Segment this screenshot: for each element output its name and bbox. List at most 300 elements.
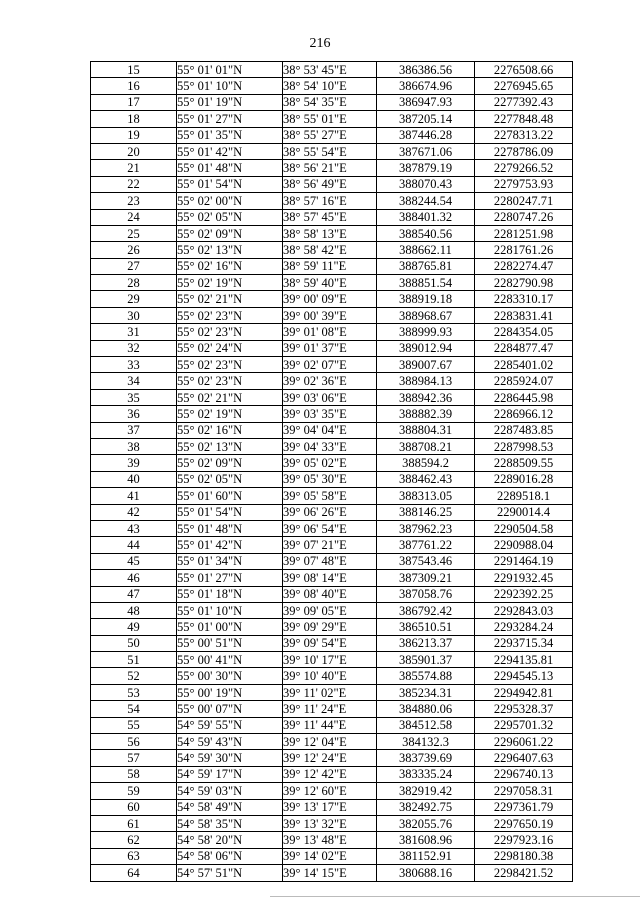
longitude-cell: 38° 56' 21"E	[283, 160, 377, 176]
y-coordinate-cell: 2277848.48	[475, 111, 573, 127]
latitude-cell: 55° 02' 19"N	[177, 406, 283, 422]
latitude-cell: 55° 01' 18"N	[177, 586, 283, 602]
latitude-cell: 55° 00' 51"N	[177, 635, 283, 651]
y-coordinate-cell: 2287483.85	[475, 422, 573, 438]
x-coordinate-cell: 388942.36	[377, 389, 475, 405]
table-row	[91, 143, 573, 159]
longitude-cell: 38° 58' 13"E	[283, 225, 377, 241]
longitude-cell: 39° 07' 48"E	[283, 553, 377, 569]
longitude-cell: 38° 57' 16"E	[283, 193, 377, 209]
longitude-cell: 39° 09' 54"E	[283, 635, 377, 651]
point-number-cell: 23	[91, 193, 177, 209]
table-row	[91, 225, 573, 241]
x-coordinate-cell: 386947.93	[377, 94, 475, 110]
latitude-cell: 54° 57' 51"N	[177, 865, 283, 881]
y-coordinate-cell: 2281251.98	[475, 225, 573, 241]
longitude-cell: 38° 59' 40"E	[283, 275, 377, 291]
latitude-cell: 55° 02' 16"N	[177, 422, 283, 438]
y-coordinate-cell: 2279753.93	[475, 176, 573, 192]
longitude-cell: 39° 05' 58"E	[283, 488, 377, 504]
point-number-cell: 34	[91, 373, 177, 389]
x-coordinate-cell: 381152.91	[377, 848, 475, 864]
latitude-cell: 55° 01' 35"N	[177, 127, 283, 143]
y-coordinate-cell: 2282274.47	[475, 258, 573, 274]
longitude-cell: 39° 11' 24"E	[283, 701, 377, 717]
x-coordinate-cell: 388804.31	[377, 422, 475, 438]
longitude-cell: 39° 01' 37"E	[283, 340, 377, 356]
longitude-cell: 38° 53' 45"E	[283, 62, 377, 78]
y-coordinate-cell: 2294545.13	[475, 668, 573, 684]
y-coordinate-cell: 2297361.79	[475, 799, 573, 815]
point-number-cell: 31	[91, 324, 177, 340]
y-coordinate-cell: 2290014.4	[475, 504, 573, 520]
point-number-cell: 52	[91, 668, 177, 684]
longitude-cell: 39° 11' 44"E	[283, 717, 377, 733]
x-coordinate-cell: 388244.54	[377, 193, 475, 209]
latitude-cell: 54° 58' 20"N	[177, 832, 283, 848]
y-coordinate-cell: 2295701.32	[475, 717, 573, 733]
point-number-cell: 20	[91, 143, 177, 159]
latitude-cell: 54° 58' 49"N	[177, 799, 283, 815]
table-row	[91, 373, 573, 389]
table-row	[91, 62, 573, 78]
latitude-cell: 55° 01' 48"N	[177, 520, 283, 536]
table-row	[91, 422, 573, 438]
longitude-cell: 39° 13' 32"E	[283, 815, 377, 831]
table-row	[91, 504, 573, 520]
y-coordinate-cell: 2293284.24	[475, 619, 573, 635]
x-coordinate-cell: 388984.13	[377, 373, 475, 389]
point-number-cell: 50	[91, 635, 177, 651]
table-row	[91, 340, 573, 356]
point-number-cell: 58	[91, 766, 177, 782]
x-coordinate-cell: 388594.2	[377, 455, 475, 471]
x-coordinate-cell: 382055.76	[377, 815, 475, 831]
x-coordinate-cell: 385901.37	[377, 652, 475, 668]
latitude-cell: 55° 02' 05"N	[177, 471, 283, 487]
point-number-cell: 29	[91, 291, 177, 307]
point-number-cell: 51	[91, 652, 177, 668]
longitude-cell: 38° 58' 42"E	[283, 242, 377, 258]
longitude-cell: 38° 54' 10"E	[283, 78, 377, 94]
y-coordinate-cell: 2286966.12	[475, 406, 573, 422]
table-row	[91, 193, 573, 209]
table-row	[91, 160, 573, 176]
point-number-cell: 49	[91, 619, 177, 635]
y-coordinate-cell: 2295328.37	[475, 701, 573, 717]
latitude-cell: 55° 02' 24"N	[177, 340, 283, 356]
point-number-cell: 15	[91, 62, 177, 78]
point-number-cell: 36	[91, 406, 177, 422]
y-coordinate-cell: 2297650.19	[475, 815, 573, 831]
point-number-cell: 53	[91, 684, 177, 700]
coordinates-table	[90, 61, 573, 882]
page-edge-line	[270, 896, 640, 897]
point-number-cell: 46	[91, 570, 177, 586]
latitude-cell: 55° 01' 34"N	[177, 553, 283, 569]
y-coordinate-cell: 2294942.81	[475, 684, 573, 700]
y-coordinate-cell: 2285924.07	[475, 373, 573, 389]
longitude-cell: 38° 57' 45"E	[283, 209, 377, 225]
y-coordinate-cell: 2291464.19	[475, 553, 573, 569]
x-coordinate-cell: 386510.51	[377, 619, 475, 635]
point-number-cell: 37	[91, 422, 177, 438]
latitude-cell: 54° 59' 55"N	[177, 717, 283, 733]
x-coordinate-cell: 386213.37	[377, 635, 475, 651]
y-coordinate-cell: 2277392.43	[475, 94, 573, 110]
x-coordinate-cell: 382492.75	[377, 799, 475, 815]
x-coordinate-cell: 387671.06	[377, 143, 475, 159]
x-coordinate-cell: 389007.67	[377, 357, 475, 373]
point-number-cell: 24	[91, 209, 177, 225]
point-number-cell: 21	[91, 160, 177, 176]
longitude-cell: 39° 02' 07"E	[283, 357, 377, 373]
point-number-cell: 54	[91, 701, 177, 717]
longitude-cell: 39° 01' 08"E	[283, 324, 377, 340]
latitude-cell: 54° 59' 03"N	[177, 783, 283, 799]
table-row	[91, 701, 573, 717]
table-row	[91, 242, 573, 258]
longitude-cell: 39° 08' 14"E	[283, 570, 377, 586]
coordinates-table-body	[91, 62, 573, 882]
longitude-cell: 38° 55' 01"E	[283, 111, 377, 127]
point-number-cell: 59	[91, 783, 177, 799]
point-number-cell: 55	[91, 717, 177, 733]
y-coordinate-cell: 2289518.1	[475, 488, 573, 504]
point-number-cell: 28	[91, 275, 177, 291]
y-coordinate-cell: 2285401.02	[475, 357, 573, 373]
longitude-cell: 39° 06' 54"E	[283, 520, 377, 536]
longitude-cell: 38° 54' 35"E	[283, 94, 377, 110]
point-number-cell: 33	[91, 357, 177, 373]
table-row	[91, 832, 573, 848]
y-coordinate-cell: 2280247.71	[475, 193, 573, 209]
latitude-cell: 55° 02' 19"N	[177, 275, 283, 291]
table-row	[91, 553, 573, 569]
longitude-cell: 39° 09' 05"E	[283, 602, 377, 618]
point-number-cell: 47	[91, 586, 177, 602]
y-coordinate-cell: 2281761.26	[475, 242, 573, 258]
table-row	[91, 78, 573, 94]
longitude-cell: 39° 13' 48"E	[283, 832, 377, 848]
point-number-cell: 35	[91, 389, 177, 405]
table-row	[91, 602, 573, 618]
latitude-cell: 55° 00' 41"N	[177, 652, 283, 668]
longitude-cell: 39° 00' 09"E	[283, 291, 377, 307]
x-coordinate-cell: 385574.88	[377, 668, 475, 684]
y-coordinate-cell: 2294135.81	[475, 652, 573, 668]
latitude-cell: 55° 01' 48"N	[177, 160, 283, 176]
latitude-cell: 54° 59' 43"N	[177, 734, 283, 750]
table-row	[91, 537, 573, 553]
longitude-cell: 39° 11' 02"E	[283, 684, 377, 700]
table-row	[91, 455, 573, 471]
y-coordinate-cell: 2279266.52	[475, 160, 573, 176]
point-number-cell: 17	[91, 94, 177, 110]
table-row	[91, 291, 573, 307]
latitude-cell: 55° 01' 01"N	[177, 62, 283, 78]
table-row	[91, 127, 573, 143]
x-coordinate-cell: 388708.21	[377, 438, 475, 454]
longitude-cell: 38° 55' 27"E	[283, 127, 377, 143]
x-coordinate-cell: 387543.46	[377, 553, 475, 569]
point-number-cell: 26	[91, 242, 177, 258]
x-coordinate-cell: 388662.11	[377, 242, 475, 258]
latitude-cell: 55° 01' 42"N	[177, 143, 283, 159]
y-coordinate-cell: 2297923.16	[475, 832, 573, 848]
x-coordinate-cell: 384880.06	[377, 701, 475, 717]
y-coordinate-cell: 2280747.26	[475, 209, 573, 225]
latitude-cell: 55° 01' 27"N	[177, 111, 283, 127]
point-number-cell: 27	[91, 258, 177, 274]
x-coordinate-cell: 384132.3	[377, 734, 475, 750]
table-row	[91, 209, 573, 225]
latitude-cell: 55° 00' 19"N	[177, 684, 283, 700]
latitude-cell: 55° 01' 42"N	[177, 537, 283, 553]
y-coordinate-cell: 2278786.09	[475, 143, 573, 159]
y-coordinate-cell: 2298180.38	[475, 848, 573, 864]
table-row	[91, 406, 573, 422]
y-coordinate-cell: 2288509.55	[475, 455, 573, 471]
y-coordinate-cell: 2290988.04	[475, 537, 573, 553]
y-coordinate-cell: 2287998.53	[475, 438, 573, 454]
x-coordinate-cell: 388919.18	[377, 291, 475, 307]
latitude-cell: 55° 00' 07"N	[177, 701, 283, 717]
point-number-cell: 64	[91, 865, 177, 881]
longitude-cell: 39° 10' 40"E	[283, 668, 377, 684]
x-coordinate-cell: 381608.96	[377, 832, 475, 848]
x-coordinate-cell: 387309.21	[377, 570, 475, 586]
x-coordinate-cell: 387058.76	[377, 586, 475, 602]
y-coordinate-cell: 2283831.41	[475, 307, 573, 323]
y-coordinate-cell: 2296061.22	[475, 734, 573, 750]
x-coordinate-cell: 386792.42	[377, 602, 475, 618]
x-coordinate-cell: 388882.39	[377, 406, 475, 422]
latitude-cell: 55° 02' 16"N	[177, 258, 283, 274]
x-coordinate-cell: 388851.54	[377, 275, 475, 291]
latitude-cell: 55° 02' 21"N	[177, 291, 283, 307]
table-row	[91, 438, 573, 454]
table-row	[91, 471, 573, 487]
y-coordinate-cell: 2290504.58	[475, 520, 573, 536]
point-number-cell: 38	[91, 438, 177, 454]
point-number-cell: 30	[91, 307, 177, 323]
y-coordinate-cell: 2291932.45	[475, 570, 573, 586]
y-coordinate-cell: 2284877.47	[475, 340, 573, 356]
x-coordinate-cell: 383335.24	[377, 766, 475, 782]
longitude-cell: 39° 12' 04"E	[283, 734, 377, 750]
point-number-cell: 45	[91, 553, 177, 569]
x-coordinate-cell: 387446.28	[377, 127, 475, 143]
longitude-cell: 38° 55' 54"E	[283, 143, 377, 159]
latitude-cell: 55° 02' 09"N	[177, 455, 283, 471]
point-number-cell: 57	[91, 750, 177, 766]
y-coordinate-cell: 2278313.22	[475, 127, 573, 143]
point-number-cell: 63	[91, 848, 177, 864]
latitude-cell: 55° 02' 23"N	[177, 357, 283, 373]
y-coordinate-cell: 2283310.17	[475, 291, 573, 307]
x-coordinate-cell: 387879.19	[377, 160, 475, 176]
page-number: 216	[309, 36, 331, 51]
table-row	[91, 750, 573, 766]
table-row	[91, 275, 573, 291]
point-number-cell: 32	[91, 340, 177, 356]
latitude-cell: 55° 02' 05"N	[177, 209, 283, 225]
table-row	[91, 307, 573, 323]
longitude-cell: 39° 03' 06"E	[283, 389, 377, 405]
longitude-cell: 39° 10' 17"E	[283, 652, 377, 668]
table-row	[91, 324, 573, 340]
longitude-cell: 39° 13' 17"E	[283, 799, 377, 815]
point-number-cell: 44	[91, 537, 177, 553]
x-coordinate-cell: 389012.94	[377, 340, 475, 356]
longitude-cell: 39° 04' 04"E	[283, 422, 377, 438]
y-coordinate-cell: 2289016.28	[475, 471, 573, 487]
x-coordinate-cell: 388462.43	[377, 471, 475, 487]
y-coordinate-cell: 2276945.65	[475, 78, 573, 94]
table-row	[91, 586, 573, 602]
y-coordinate-cell: 2292392.25	[475, 586, 573, 602]
y-coordinate-cell: 2297058.31	[475, 783, 573, 799]
x-coordinate-cell: 387962.23	[377, 520, 475, 536]
x-coordinate-cell: 386386.56	[377, 62, 475, 78]
latitude-cell: 55° 01' 27"N	[177, 570, 283, 586]
x-coordinate-cell: 387761.22	[377, 537, 475, 553]
y-coordinate-cell: 2286445.98	[475, 389, 573, 405]
longitude-cell: 39° 02' 36"E	[283, 373, 377, 389]
x-coordinate-cell: 388540.56	[377, 225, 475, 241]
table-row	[91, 652, 573, 668]
y-coordinate-cell: 2296407.63	[475, 750, 573, 766]
longitude-cell: 39° 07' 21"E	[283, 537, 377, 553]
table-row	[91, 488, 573, 504]
table-row	[91, 766, 573, 782]
table-row	[91, 619, 573, 635]
point-number-cell: 48	[91, 602, 177, 618]
latitude-cell: 55° 02' 23"N	[177, 307, 283, 323]
longitude-cell: 38° 56' 49"E	[283, 176, 377, 192]
longitude-cell: 39° 00' 39"E	[283, 307, 377, 323]
latitude-cell: 54° 59' 17"N	[177, 766, 283, 782]
x-coordinate-cell: 388146.25	[377, 504, 475, 520]
x-coordinate-cell: 388401.32	[377, 209, 475, 225]
table-row	[91, 783, 573, 799]
x-coordinate-cell: 387205.14	[377, 111, 475, 127]
y-coordinate-cell: 2298421.52	[475, 865, 573, 881]
table-row	[91, 635, 573, 651]
latitude-cell: 55° 01' 60"N	[177, 488, 283, 504]
point-number-cell: 19	[91, 127, 177, 143]
table-row	[91, 520, 573, 536]
longitude-cell: 39° 12' 60"E	[283, 783, 377, 799]
latitude-cell: 54° 59' 30"N	[177, 750, 283, 766]
longitude-cell: 39° 12' 24"E	[283, 750, 377, 766]
y-coordinate-cell: 2293715.34	[475, 635, 573, 651]
table-row	[91, 734, 573, 750]
x-coordinate-cell: 388070.43	[377, 176, 475, 192]
table-row	[91, 668, 573, 684]
table-row	[91, 389, 573, 405]
longitude-cell: 39° 08' 40"E	[283, 586, 377, 602]
x-coordinate-cell: 385234.31	[377, 684, 475, 700]
longitude-cell: 39° 04' 33"E	[283, 438, 377, 454]
point-number-cell: 18	[91, 111, 177, 127]
latitude-cell: 55° 01' 54"N	[177, 176, 283, 192]
point-number-cell: 16	[91, 78, 177, 94]
longitude-cell: 39° 14' 15"E	[283, 865, 377, 881]
latitude-cell: 55° 01' 10"N	[177, 602, 283, 618]
x-coordinate-cell: 380688.16	[377, 865, 475, 881]
latitude-cell: 55° 01' 19"N	[177, 94, 283, 110]
latitude-cell: 55° 02' 23"N	[177, 373, 283, 389]
x-coordinate-cell: 388765.81	[377, 258, 475, 274]
x-coordinate-cell: 386674.96	[377, 78, 475, 94]
point-number-cell: 25	[91, 225, 177, 241]
y-coordinate-cell: 2282790.98	[475, 275, 573, 291]
latitude-cell: 55° 02' 09"N	[177, 225, 283, 241]
point-number-cell: 42	[91, 504, 177, 520]
point-number-cell: 62	[91, 832, 177, 848]
longitude-cell: 39° 14' 02"E	[283, 848, 377, 864]
latitude-cell: 55° 01' 00"N	[177, 619, 283, 635]
longitude-cell: 39° 09' 29"E	[283, 619, 377, 635]
longitude-cell: 39° 03' 35"E	[283, 406, 377, 422]
latitude-cell: 55° 01' 54"N	[177, 504, 283, 520]
x-coordinate-cell: 382919.42	[377, 783, 475, 799]
latitude-cell: 55° 01' 10"N	[177, 78, 283, 94]
point-number-cell: 61	[91, 815, 177, 831]
table-row	[91, 815, 573, 831]
table-row	[91, 570, 573, 586]
latitude-cell: 55° 02' 21"N	[177, 389, 283, 405]
longitude-cell: 38° 59' 11"E	[283, 258, 377, 274]
point-number-cell: 56	[91, 734, 177, 750]
y-coordinate-cell: 2276508.66	[475, 62, 573, 78]
table-row	[91, 717, 573, 733]
y-coordinate-cell: 2292843.03	[475, 602, 573, 618]
latitude-cell: 55° 02' 13"N	[177, 438, 283, 454]
point-number-cell: 43	[91, 520, 177, 536]
table-row	[91, 176, 573, 192]
table-row	[91, 357, 573, 373]
point-number-cell: 22	[91, 176, 177, 192]
table-row	[91, 848, 573, 864]
point-number-cell: 60	[91, 799, 177, 815]
table-row	[91, 111, 573, 127]
point-number-cell: 40	[91, 471, 177, 487]
x-coordinate-cell: 388999.93	[377, 324, 475, 340]
latitude-cell: 55° 02' 23"N	[177, 324, 283, 340]
x-coordinate-cell: 388968.67	[377, 307, 475, 323]
x-coordinate-cell: 384512.58	[377, 717, 475, 733]
table-row	[91, 94, 573, 110]
table-row	[91, 865, 573, 881]
latitude-cell: 55° 02' 00"N	[177, 193, 283, 209]
point-number-cell: 41	[91, 488, 177, 504]
x-coordinate-cell: 388313.05	[377, 488, 475, 504]
longitude-cell: 39° 06' 26"E	[283, 504, 377, 520]
latitude-cell: 54° 58' 06"N	[177, 848, 283, 864]
latitude-cell: 54° 58' 35"N	[177, 815, 283, 831]
latitude-cell: 55° 00' 30"N	[177, 668, 283, 684]
point-number-cell: 39	[91, 455, 177, 471]
longitude-cell: 39° 05' 30"E	[283, 471, 377, 487]
latitude-cell: 55° 02' 13"N	[177, 242, 283, 258]
y-coordinate-cell: 2284354.05	[475, 324, 573, 340]
y-coordinate-cell: 2296740.13	[475, 766, 573, 782]
longitude-cell: 39° 12' 42"E	[283, 766, 377, 782]
table-row	[91, 799, 573, 815]
